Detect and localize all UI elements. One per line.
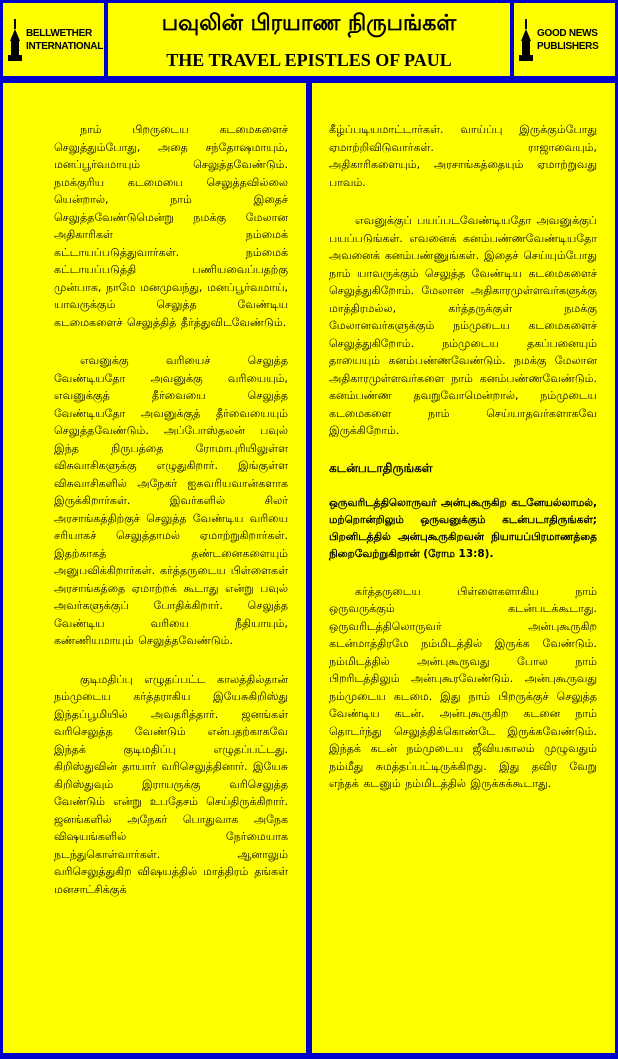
- bellwether-logo-text: [26, 27, 103, 53]
- title-box: [108, 3, 510, 76]
- good-news-logo-icon: [518, 17, 534, 63]
- paragraph-text: கீழ்ப்படியமாட்டார்கள். வாய்ப்பு இருக்கும்போது ஏமாற்றிவிடுவார்கள். ராஜாவையும், அதிகாரிகளையும், அரசாங்கத்தையும் ஏமாற்றுவது பாவம்.: [329, 123, 597, 189]
- paragraph-text: கர்த்தருடைய பிள்ளைகளாகிய நாம் ஒருவருக்கும் கடன்படக்கூடாது. ஒருவரிடத்திலொருவர் அன்புகூருகிற கடன்மாத்திரமே நம்மிடத்தில் இருக்க வேண்டும். நம்மிடத்தில் அன்புகூருவது போல நாம் பிறரிடத்திலும் அன்புகூரவேண்டும். அன்புகூருவது நம்முடைய கடமை. இது நாம் பிறருக்குச் செலுத்த வேண்டிய கடன். அன்புகூருகிற கடனை நாம் தொடர்ந்து செலுத்திக்கொண்டே இருக்கவேண்டும். இந்தக் கடன் நம்முடைய ஜீவியகாலம் முழுவதும் நம்மீது சுமத்தப்பட்டிருக்கிறது. இது தவிர வேறு எந்தக் கடனும் நம்மிடத்தில் இருக்கக்கூடாது.: [329, 584, 597, 790]
- right-column: [312, 83, 615, 1053]
- good-news-logo-text: [537, 27, 598, 53]
- good-news-logo: [514, 3, 615, 76]
- bellwether-logo-line-2: INTERNATIONAL: [26, 40, 104, 52]
- page-title-english: THE TRAVEL EPISTLES OF PAUL: [166, 50, 452, 70]
- good-news-logo-line-1: GOOD NEWS: [537, 27, 598, 39]
- bellwether-logo-line-1: BELLWETHER: [26, 27, 92, 39]
- body-paragraph: [329, 212, 597, 440]
- paragraph-text: நாம் பிறருடைய கடமைகளைச் செலுத்தும்போது, அதை சந்தோஷமாயும், மனப்பூர்வமாயும் செலுத்தவேண்டும். நமக்குரிய கடமையை செலுத்தவில்லை யென்றால், நாம் இதைச் செலுத்தவேண்டுமென்று நமக்கு மேலான அதிகாரிகள் நம்மைக் கட்டாயப்படுத்துவார்கள். நம்மைக் கட்டாயப்படுத்தி பணியவைப்பதற்கு முன்பாக, நாமே மனமுவந்து, மனப்பூர்வமாய், யாவருக்கும் செலுத்த வேண்டிய கடமைகளைச் செலுத்தித் தீர்த்துவிடவேண்டும்.: [54, 123, 288, 329]
- good-news-logo-line-2: PUBLISHERS: [537, 40, 599, 52]
- body-paragraph: [329, 121, 597, 191]
- bellwether-logo-box: [3, 3, 104, 76]
- section-heading: கடன்படாதிருங்கள்: [329, 460, 433, 475]
- body-paragraph: [54, 121, 288, 331]
- quote-text: ஒருவரிடத்திலொருவர் அன்புகூருகிற கடனேயல்லாமல், மற்றொன்றிலும் ஒருவனுக்கும் கடன்படாதிருங்கள்; பிறனிடத்தில் அன்புகூருகிறவன் நியாயப்பிரமாணத்தை நிறைவேற்றுகிறான் (ரோம 13:8).: [329, 496, 597, 560]
- page-title-tamil: பவுலின் பிரயாண நிருபங்கள்: [161, 11, 457, 36]
- body-paragraph: [54, 352, 288, 650]
- scripture-quote: [329, 495, 597, 563]
- bellwether-logo-icon: [7, 17, 23, 63]
- body-paragraph: [54, 671, 288, 899]
- paragraph-text: எவனுக்கு வரியைச் செலுத்த வேண்டியதோ அவனுக்கு வரியையும், எவனுக்குத் தீர்வையை செலுத்த வேண்டியதோ அவனுக்குத் தீர்வையையும் செலுத்தவேண்டும். அப்போஸ்தலன் பவுல் இந்த நிருபத்தை ரோமாபுரியிலுள்ள விசுவாசிகளுக்கு எழுதுகிறார். இங்குள்ள விசுவாசிகளில் அநேகர் ஐசுவரியவான்களாக இருக்கிறார்கள். இவர்களில் சிலர் அரசாங்கத்திற்குச் செலுத்த வேண்டிய வரியை சரியாகச் செலுத்தாமல் ஏமாற்றுகிறார்கள். இதற்காகத் தண்டனைகளையும் அனுபவிக்கிறார்கள். கர்த்தருடைய பிள்ளைகள் அரசாங்கத்தை ஏமாற்றக் கூடாது என்று பவுல் அவர்களுக்குப் போதிக்கிறார். செலுத்த வேண்டிய வரியை நீதியாயும், கண்ணியமாயும் செலுத்தவேண்டும்.: [54, 354, 288, 647]
- paragraph-text: எவனுக்குப் பயப்படவேண்டியதோ அவனுக்குப் பயப்படுங்கள். எவனைக் கனம்பண்ணவேண்டியதோ அவனைக் கனம்பண்ணுங்கள். இதைச் செய்யும்போது நாம் யாவருக்கும் செலுத்த வேண்டிய கடமைகளைச் செலுத்துகிறோம். மேலான அதிகாரமுள்ளவர்களுக்கு மாத்திரமல்ல, கர்த்தருக்குள் நமக்கு மேலானவர்களுக்கும் நம்முடைய கடமைகளைச் செலுத்துகிறோம். நம்முடைய தகப்பனையும் தாயையும் கனம்பண்ணவேண்டும். நமக்கு மேலான அதிகாரமுள்ளவர்களை நாம் கனம்பண்ணவேண்டும். கனம்பண்ண தவறுவோமென்றால், நம்முடைய கடமைகளை நாம் செய்யாதவர்களாகவே இருக்கிறோம்.: [329, 214, 597, 437]
- good-news-logo-box: [514, 3, 615, 76]
- left-column: [3, 83, 306, 1053]
- bellwether-logo: [3, 3, 104, 76]
- body-paragraph: [329, 583, 597, 793]
- page-header: [0, 0, 618, 80]
- paragraph-text: குடிமதிப்பு எழுதப்பட்ட காலத்தில்தான் நம்முடைய கர்த்தராகிய இயேசுகிறிஸ்து இந்தப்பூமியில் அவதரித்தார். ஜனங்கள் வரிசெலுத்த வேண்டும் என்பதற்காகவே இந்தக் குடிமதிப்பு எழுதப்பட்டது. கிறிஸ்துவின் தாயார் வரிசெலுத்தினார். இயேசு கிறிஸ்துவும் இராயருக்கு வரிசெலுத்த வேண்டும் என்று உபதேசம் செய்திருக்கிறார். ஜனங்களில் அநேகர் பொதுவாக அநேக விஷயங்களில் நேர்மையாக நடந்துகொள்வார்கள். ஆனாலும் வரிசெலுத்துகிற விஷயத்தில் மாத்திரம் தங்கள் மனசாட்சிக்குக்: [54, 672, 288, 896]
